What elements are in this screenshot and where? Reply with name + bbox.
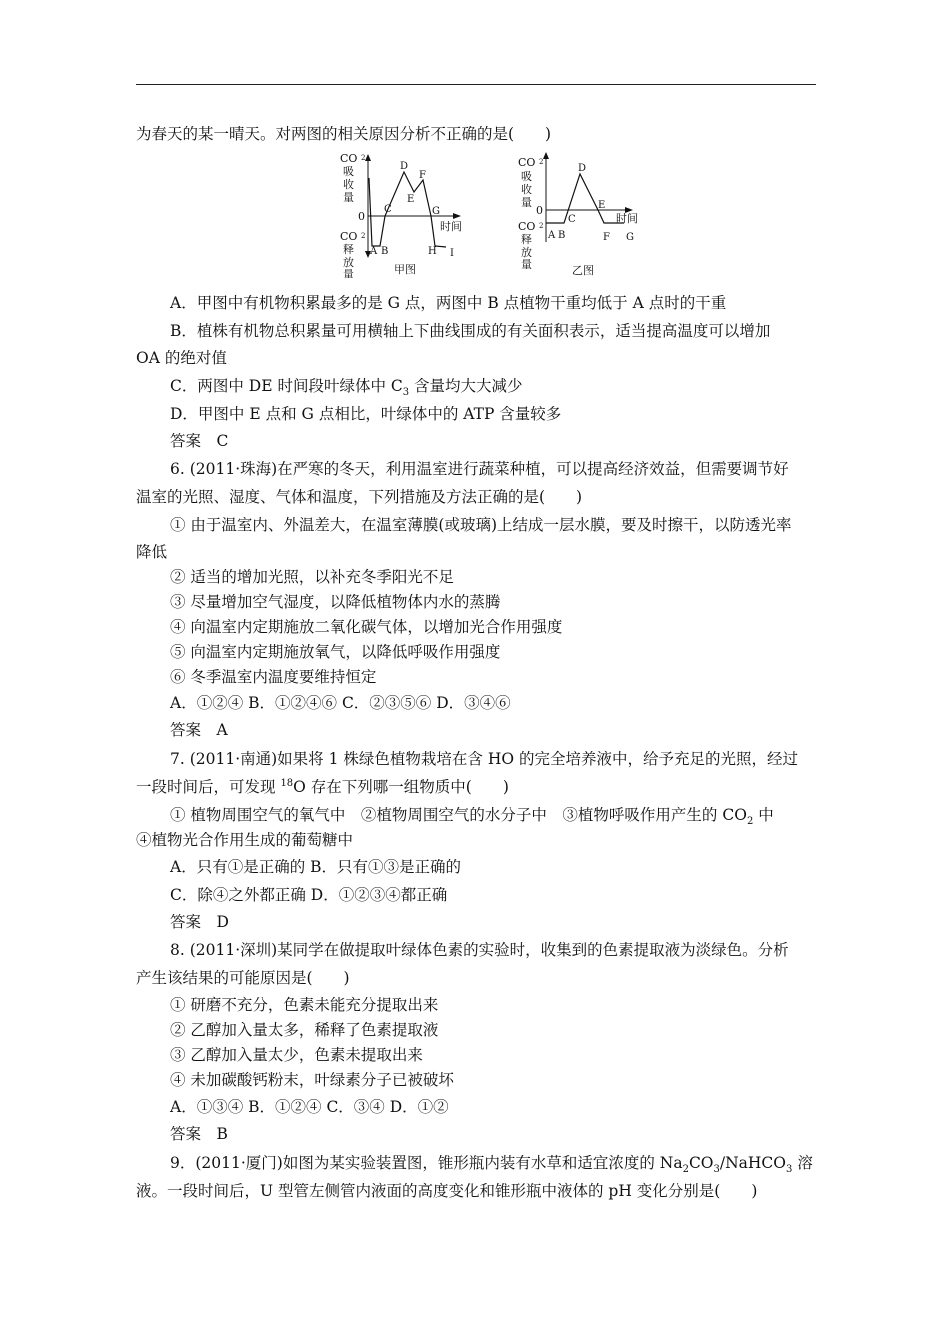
jia-origin: 0 bbox=[358, 210, 365, 223]
q7-answer: 答案 D bbox=[170, 913, 229, 931]
yi-pt-f: F bbox=[603, 232, 610, 243]
yi-pt-e: E bbox=[598, 200, 606, 211]
q6-stem-line1: 6. (2011·珠海)在严寒的冬天，利用温室进行蔬菜种植，可以提高经济效益，但需要调节好 bbox=[170, 460, 789, 478]
jia-pt-b: B bbox=[381, 246, 389, 257]
yi-ylabel2-fang: 放 bbox=[521, 246, 532, 259]
jia-ylabel2-fang: 放 bbox=[343, 256, 354, 269]
jia-y-arrow-up bbox=[365, 154, 371, 161]
yi-ylabel-xi: 吸 bbox=[521, 170, 532, 183]
q7-stem-line2: 一段时间后，可发现 $^{18}$O 存在下列哪一组物质中( ) bbox=[136, 777, 509, 796]
jia-ylabel2-shi: 释 bbox=[343, 243, 354, 256]
q8-item-1: ① 研磨不充分，色素未能充分提取出来 bbox=[170, 996, 439, 1014]
q8-item-3: ③ 乙醇加入量太少，色素未提取出来 bbox=[170, 1046, 423, 1064]
yi-ylabel-liang: 量 bbox=[521, 196, 532, 209]
yi-pt-d: D bbox=[578, 163, 587, 174]
q9-stem-line2: 液。一段时间后，U 型管左侧管内液面的高度变化和锥形瓶中液体的 pH 变化分别是( ) bbox=[136, 1182, 758, 1200]
q8-item-4: ④ 未加碳酸钙粉末，叶绿素分子已被破坏 bbox=[170, 1071, 454, 1089]
jia-ylabel2-co: CO bbox=[340, 230, 358, 243]
q8-options: A．①③④ B．①②④ C．③④ D．①② bbox=[170, 1098, 449, 1116]
jia-xlabel: 时间 bbox=[440, 220, 462, 233]
jia-ylabel2-sub: 2 bbox=[361, 232, 366, 240]
jia-ylabel-shou: 收 bbox=[343, 178, 354, 191]
q8-stem-line2: 产生该结果的可能原因是( ) bbox=[136, 969, 350, 987]
jia-ylabel-liang: 量 bbox=[343, 191, 354, 204]
q8-item-2: ② 乙醇加入量太多，稀释了色素提取液 bbox=[170, 1021, 439, 1039]
q7-options-cd: C．除④之外都正确 D．①②③④都正确 bbox=[170, 886, 448, 904]
yi-ylabel-sub: 2 bbox=[539, 158, 544, 166]
jia-pt-a: A bbox=[370, 246, 378, 257]
q8-answer: 答案 B bbox=[170, 1125, 228, 1143]
jia-pt-i: I bbox=[450, 248, 454, 259]
q7-stem-line1: 7. (2011·南通)如果将 1 株绿色植物栽培在含 HO 的完全培养液中，给予充足的光照，经过 bbox=[170, 750, 798, 768]
yi-ylabel-co: CO bbox=[518, 156, 536, 169]
q6-answer: 答案 A bbox=[170, 721, 228, 739]
yi-pt-b: B bbox=[558, 230, 566, 241]
q5-stem-tail: 为春天的某一晴天。对两图的相关原因分析不正确的是( ) bbox=[136, 125, 552, 143]
q5-option-b-line2: OA 的绝对值 bbox=[136, 349, 227, 367]
q6-options: A．①②④ B．①②④⑥ C．②③⑤⑥ D．③④⑥ bbox=[170, 694, 511, 712]
yi-ylabel2-sub: 2 bbox=[539, 222, 544, 230]
q6-item-1-line2: 降低 bbox=[136, 543, 168, 561]
jia-pt-g: G bbox=[432, 206, 440, 217]
yi-ylabel2-co: CO bbox=[518, 220, 536, 233]
yi-ylabel2-shi: 释 bbox=[521, 233, 532, 246]
jia-pt-e: E bbox=[407, 194, 415, 205]
jia-pt-d: D bbox=[400, 161, 409, 172]
jia-ylabel2-liang: 量 bbox=[343, 268, 354, 278]
figure-yi bbox=[516, 150, 666, 282]
jia-pt-h: H bbox=[428, 246, 437, 257]
jia-pt-f: F bbox=[419, 170, 426, 181]
q6-item-4: ④ 向温室内定期施放二氧化碳气体，以增加光合作用强度 bbox=[170, 618, 563, 636]
jia-caption: 甲图 bbox=[394, 263, 416, 276]
yi-curve bbox=[546, 174, 624, 223]
figure-jia bbox=[336, 150, 486, 282]
q7-items-line2: ④植物光合作用生成的葡萄糖中 bbox=[136, 831, 354, 849]
q5-option-b-line1: B．植株有机物总积累量可用横轴上下曲线围成的有关面积表示，适当提高温度可以增加 bbox=[170, 322, 771, 340]
yi-xlabel: 时间 bbox=[616, 212, 638, 225]
yi-pt-a: A bbox=[548, 230, 556, 241]
header-rule bbox=[136, 84, 816, 85]
yi-ylabel2-liang: 量 bbox=[521, 258, 532, 271]
jia-ylabel-xi: 吸 bbox=[343, 165, 354, 178]
q6-item-5: ⑤ 向温室内定期施放氧气，以降低呼吸作用强度 bbox=[170, 643, 501, 661]
q6-item-6: ⑥ 冬季温室内温度要维持恒定 bbox=[170, 668, 377, 686]
q8-stem-line1: 8. (2011·深圳)某同学在做提取叶绿体色素的实验时，收集到的色素提取液为淡绿色。分析 bbox=[170, 941, 789, 959]
jia-pt-c: C bbox=[384, 204, 392, 215]
q7-options-ab: A．只有①是正确的 B．只有①③是正确的 bbox=[170, 858, 462, 876]
q5-option-a: A．甲图中有机物积累最多的是 G 点，两图中 B 点植物干重均低于 A 点时的干重 bbox=[170, 294, 727, 312]
yi-pt-c: C bbox=[568, 214, 576, 225]
jia-ylabel-co: CO bbox=[340, 152, 358, 165]
q6-item-2: ② 适当的增加光照，以补充冬季阳光不足 bbox=[170, 568, 454, 586]
q5-option-d: D．甲图中 E 点和 G 点相比，叶绿体中的 ATP 含量较多 bbox=[170, 405, 562, 423]
yi-caption: 乙图 bbox=[572, 264, 594, 277]
q6-stem-line2: 温室的光照、湿度、气体和温度，下列措施及方法正确的是( ) bbox=[136, 488, 583, 506]
q6-item-3: ③ 尽量增加空气湿度，以降低植物体内水的蒸腾 bbox=[170, 593, 501, 611]
q5-option-c: C．两图中 DE 时间段叶绿体中 $C_3$ 含量均大大减少 bbox=[170, 377, 523, 399]
yi-origin: 0 bbox=[536, 204, 543, 217]
yi-pt-g: G bbox=[626, 232, 634, 243]
q7-items-line1: ① 植物周围空气的氧气中 ②植物周围空气的水分子中 ③植物呼吸作用产生的 $CO_2$ 中 bbox=[170, 806, 774, 828]
q5-answer: 答案 C bbox=[170, 432, 229, 450]
yi-y-arrow-up bbox=[543, 152, 549, 159]
jia-ylabel-sub: 2 bbox=[361, 154, 366, 162]
jia-x-arrow bbox=[453, 213, 461, 219]
yi-ylabel-shou: 收 bbox=[521, 183, 532, 196]
q9-stem-line1: 9．(2011·厦门)如图为某实验装置图，锥形瓶内装有水草和适宜浓度的 $Na_2CO_3/NaHCO_3$ 溶 bbox=[170, 1154, 813, 1176]
q6-item-1-line1: ① 由于温室内、外温差大，在温室薄膜(或玻璃)上结成一层水膜，要及时擦干，以防透光率 bbox=[170, 516, 792, 534]
